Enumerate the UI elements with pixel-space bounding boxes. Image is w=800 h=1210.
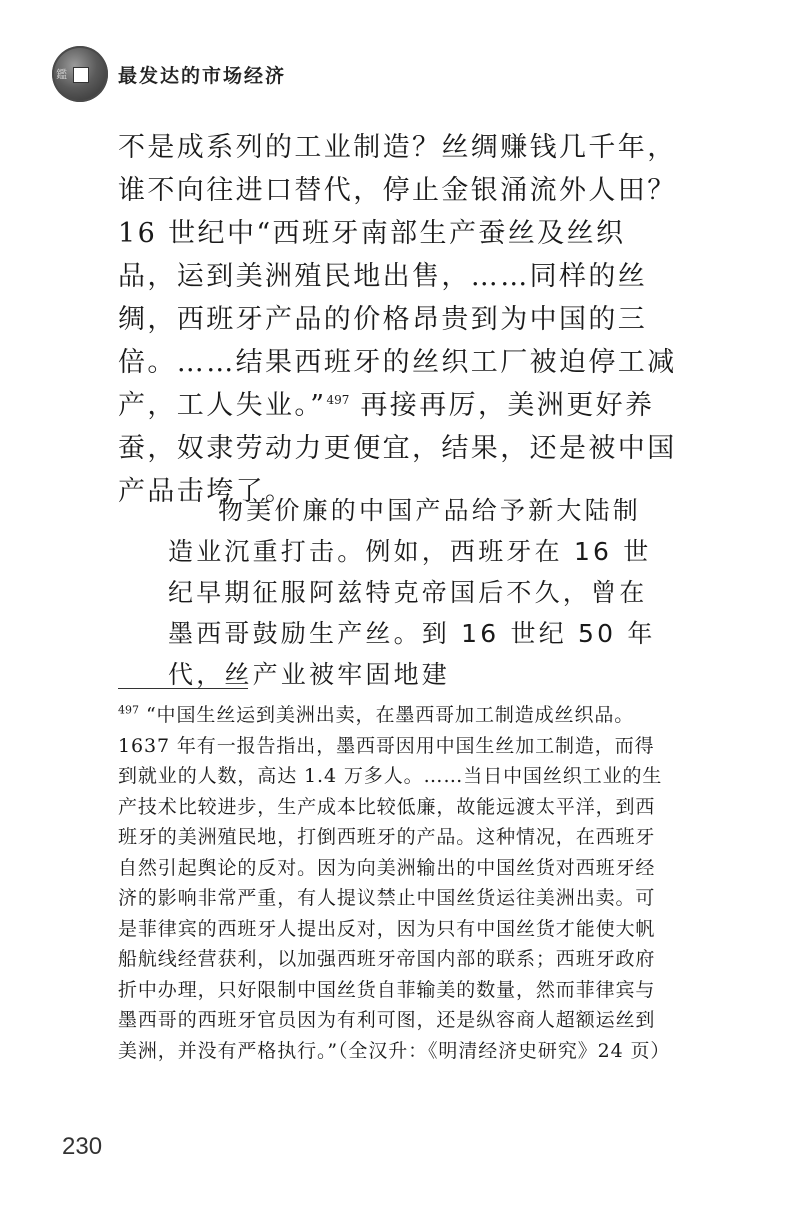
coin-emblem-glyph: 鑑 — [56, 68, 67, 81]
running-header — [52, 44, 286, 104]
footnote-reference[interactable]: 497 — [326, 393, 350, 407]
footnote-text: “中国生丝运到美洲出卖，在墨西哥加工制造成丝织品。1637 年有一报告指出，墨西哥因用中国生丝加工制造，而得到就业的人数，高达 1.4 万多人。……当日中国丝织工业的生产技术比较进步，生产成本比较低廉，故能远渡太平洋，到西班牙的美洲殖民地，打倒西班牙的产品。这种情况，在西班牙自然引起舆论的反对。因为向美洲输出的中国丝货对西班牙经济的影响非常严重，有人提议禁止中国丝货运往美洲出卖。可是菲律宾的西班牙人提出反对，因为只有中国丝货才能使大帆船航线经营获利，以加强西班牙帝国内部的联系；西班牙政府折中办理，只好限制中国丝货自菲输美的数量，然而菲律宾与墨西哥的西班牙官员因为有利可图，还是纵容商人超额运丝到美洲，并没有严格执行。”（全汉升：《明清经济史研究》24 页） — [118, 704, 671, 1062]
block-quote: 物美价廉的中国产品给予新大陆制造业沉重打击。例如，西班牙在 16 世纪早期征服阿兹特克帝国后不久，曾在墨西哥鼓励生产丝。到 16 世纪 50 年代，丝产业被牢固地建 — [168, 496, 656, 689]
footnote — [118, 700, 672, 1066]
coin-emblem-icon — [52, 46, 108, 102]
coin-square-hole — [73, 67, 89, 83]
page-number: 230 — [62, 1133, 103, 1160]
body-paragraph — [118, 126, 678, 513]
body-text-after-ref: 再接再厉，美洲更好养蚕，奴隶劳动力更便宜，结果，还是被中国产品击垮了。 — [118, 390, 677, 507]
footnote-divider — [118, 688, 248, 689]
chapter-title: 最发达的市场经济 — [118, 64, 287, 87]
footnote-number: 497 — [118, 703, 139, 717]
body-text-before-ref: 不是成系列的工业制造？丝绸赚钱几千年，谁不向往进口替代，停止金银涌流外人田？ 16 世纪中“西班牙南部生产蚕丝及丝织品，运到美洲殖民地出售，……同样的丝绸，西班牙产品的价格昂贵到为中国的三倍。……结果西班牙的丝织工厂被迫停工减产，工人失业。” — [118, 132, 677, 421]
